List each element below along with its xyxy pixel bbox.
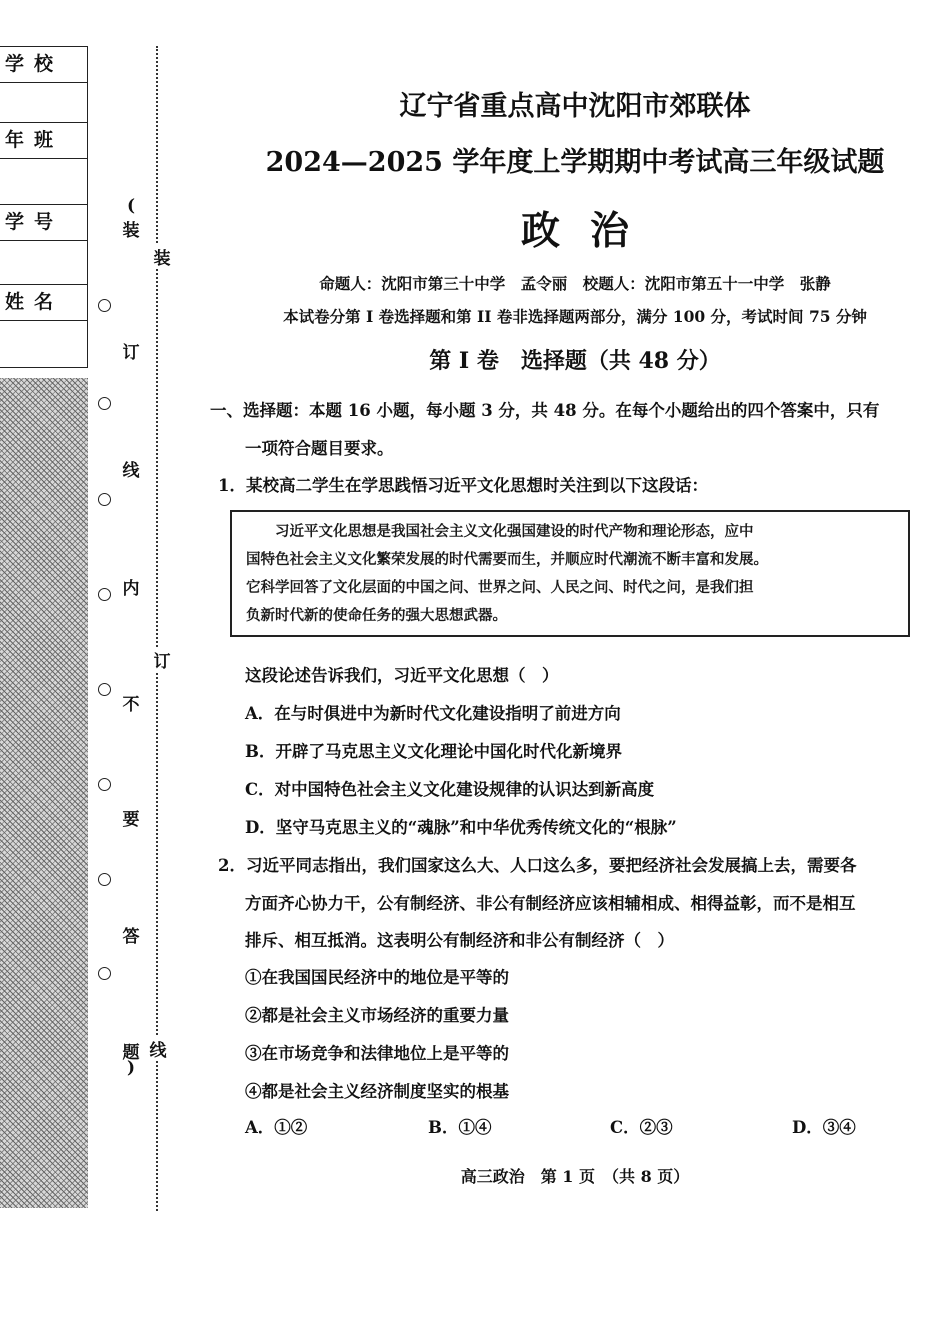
exam-title-line2: 2024—2025 学年度上学期期中考试高三年级试题 xyxy=(265,147,885,178)
seal-char-outer: 订 xyxy=(152,647,172,672)
question-2-stem: 方面齐心协力干，公有制经济、非公有制经济应该相辅相成、相得益彰，而不是相互 xyxy=(245,894,856,913)
question-1-option-d[interactable]: D．坚守马克思主义的“魂脉”和中华优秀传统文化的“根脉” xyxy=(245,818,677,837)
binding-hole xyxy=(98,397,111,410)
instructions-line: 本试卷分第 I 卷选择题和第 II 卷非选择题两部分，满分 100 分，考试时间 75 分钟 xyxy=(283,307,867,326)
quote-line: 习近平文化思想是我国社会主义文化强国建设的时代产物和理论形态，应中 xyxy=(246,524,754,540)
seal-char: 订 xyxy=(122,343,140,363)
quote-line: 国特色社会主义文化繁荣发展的时代需要而生，并顺应时代潮流不断丰富和发展。 xyxy=(246,552,768,568)
question-1-stem: 1．某校高二学生在学思践悟习近平文化思想时关注到以下这段话： xyxy=(218,476,708,495)
field-student-id[interactable]: 学号 xyxy=(0,205,88,241)
binding-hole xyxy=(98,683,111,696)
field-school[interactable]: 学校 xyxy=(0,47,88,83)
field-name[interactable]: 姓名 xyxy=(0,285,88,321)
quote-line: 它科学回答了文化层面的中国之问、世界之问、人民之问、时代之问，是我们担 xyxy=(246,580,754,596)
subject-title: 政治 xyxy=(520,208,659,254)
quote-line: 负新时代新的使命任务的强大思想武器。 xyxy=(246,608,507,624)
seal-char: 不 xyxy=(122,695,140,715)
question-1-prompt: 这段论述告诉我们，习近平文化思想（ ） xyxy=(245,666,559,685)
seal-char: 装 xyxy=(122,221,140,241)
student-info-box xyxy=(0,46,88,368)
question-1-option-a[interactable]: A．在与时俱进中为新时代文化建设指明了前进方向 xyxy=(245,704,621,723)
seal-char: ) xyxy=(126,1058,136,1078)
question-2-stem: 排斥、相互抵消。这表明公有制经济和非公有制经济（ ） xyxy=(245,931,674,950)
binding-hole xyxy=(98,778,111,791)
authors-line: 命题人：沈阳市第三十中学 孟令丽 校题人：沈阳市第五十一中学 张静 xyxy=(319,274,831,293)
question-1-option-b[interactable]: B．开辟了马克思主义文化理论中国化时代化新境界 xyxy=(245,742,622,761)
section-intro: 一项符合题目要求。 xyxy=(245,439,394,458)
question-1-option-c[interactable]: C．对中国特色社会主义文化建设规律的认识达到新高度 xyxy=(245,780,655,799)
seal-char-outer: 装 xyxy=(152,244,172,269)
question-2-choice-a[interactable]: A．①② xyxy=(245,1118,308,1137)
seal-char: ( xyxy=(126,196,136,216)
question-2-statement: ②都是社会主义市场经济的重要力量 xyxy=(245,1006,509,1025)
field-class[interactable]: 年班 xyxy=(0,123,88,159)
binding-hole xyxy=(98,873,111,886)
binding-hatch xyxy=(0,378,88,1208)
seal-char: 内 xyxy=(122,579,140,599)
question-2-statement: ①在我国国民经济中的地位是平等的 xyxy=(245,968,509,987)
page-footer: 高三政治 第 1 页 （共 8 页） xyxy=(460,1167,690,1186)
section-title: 第 I 卷 选择题（共 48 分） xyxy=(429,348,721,374)
seal-char: 答 xyxy=(122,927,140,947)
binding-hole xyxy=(98,299,111,312)
seal-char: 要 xyxy=(122,810,140,830)
seal-char: 题 xyxy=(122,1043,140,1063)
field-id-blank[interactable] xyxy=(0,241,88,285)
question-2-statement: ③在市场竞争和法律地位上是平等的 xyxy=(245,1044,509,1063)
binding-hole xyxy=(98,967,111,980)
question-1-quote xyxy=(230,510,910,637)
field-class-blank[interactable] xyxy=(0,159,88,205)
question-2-choice-b[interactable]: B．①④ xyxy=(428,1118,492,1137)
question-2-choice-d[interactable]: D．③④ xyxy=(792,1118,856,1137)
field-school-blank[interactable] xyxy=(0,83,88,123)
binding-hole xyxy=(98,493,111,506)
section-intro: 一、选择题：本题 16 小题，每小题 3 分，共 48 分。在每个小题给出的四个答案中，只有 xyxy=(210,401,880,420)
field-name-blank[interactable] xyxy=(0,321,88,367)
seal-char-outer: 线 xyxy=(148,1036,168,1061)
binding-hole xyxy=(98,588,111,601)
question-2-stem: 2．习近平同志指出，我们国家这么大、人口这么多，要把经济社会发展搞上去，需要各 xyxy=(218,856,857,875)
exam-title-line1: 辽宁省重点高中沈阳市郊联体 xyxy=(399,91,751,122)
seal-char: 线 xyxy=(122,461,140,481)
question-2-statement: ④都是社会主义经济制度坚实的根基 xyxy=(245,1082,509,1101)
question-2-choice-c[interactable]: C．②③ xyxy=(610,1118,673,1137)
